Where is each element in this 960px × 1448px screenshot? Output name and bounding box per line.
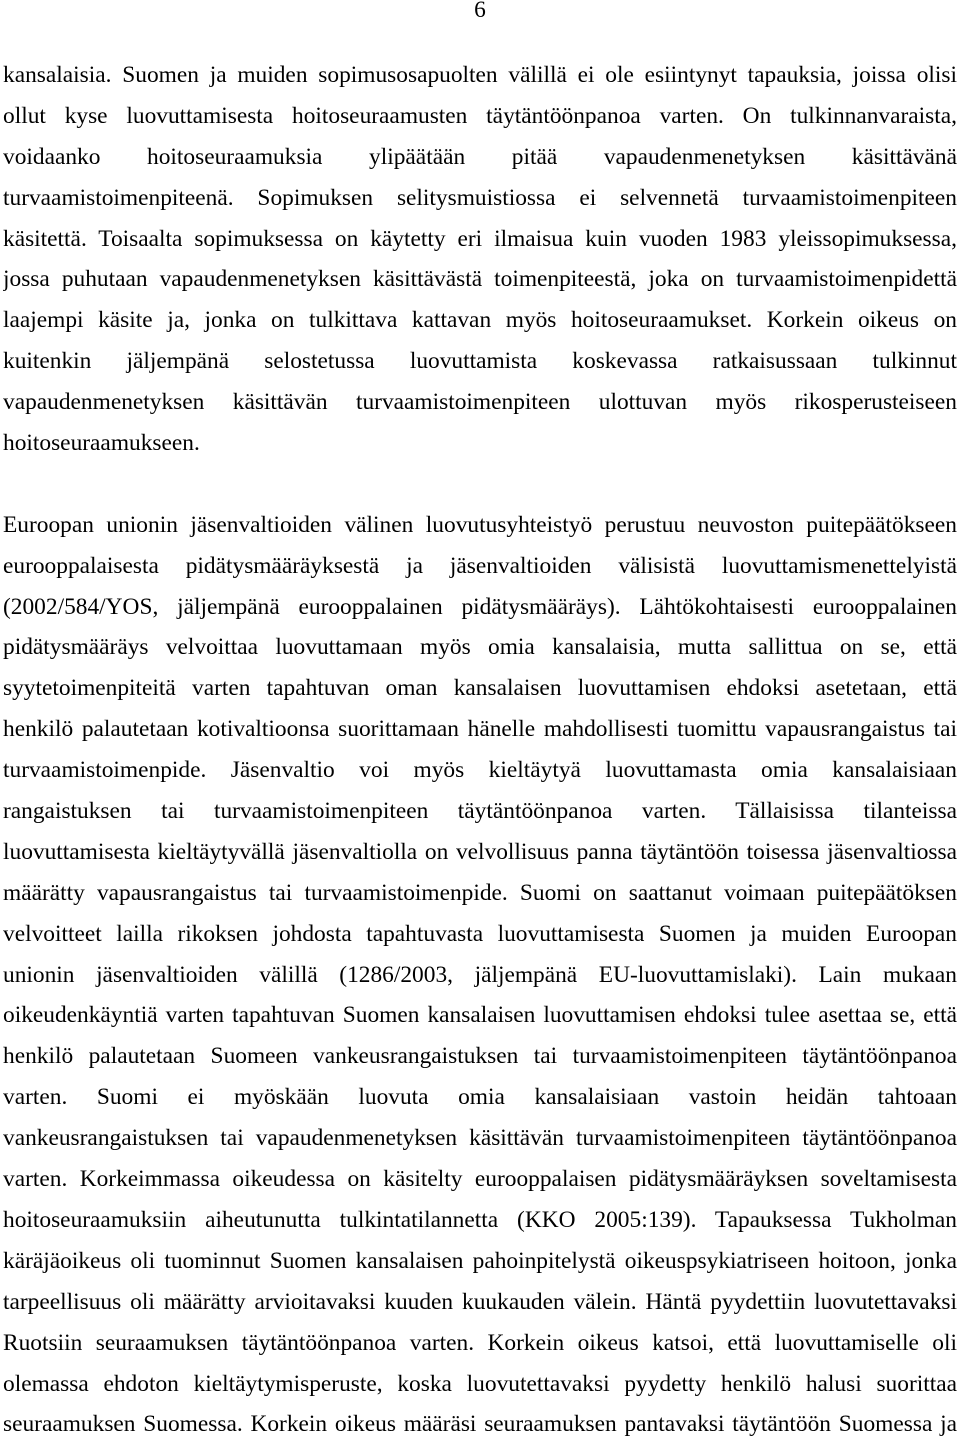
text-line: määrätty vapausrangaistus tai turvaamistoimenpide. Suomi on saattanut voimaan puitepäätöksen: [3, 879, 957, 906]
text-line: käsitettä. Toisaalta sopimuksessa on käytetty eri ilmaisua kuin vuoden 1983 yleissopimuksessa,: [3, 225, 957, 252]
text-line: jossa puhutaan vapaudenmenetyksen käsittävästä toimenpiteestä, joka on turvaamistoimenpidettä: [3, 266, 957, 293]
text-line: henkilö palautetaan kotivaltioonsa suorittamaan hänelle mahdollisesti tuomittu vapausrangaistus tai: [3, 716, 957, 743]
text-line: kansalaisia. Suomen ja muiden sopimusosapuolten välillä ei ole esiintynyt tapauksia, joissa olisi: [3, 62, 957, 88]
text-line: unionin jäsenvaltioiden välillä (1286/2003, jäljempänä EU-luovuttamislaki). Lain mukaan: [3, 961, 957, 988]
text-line: vapaudenmenetyksen käsittävän turvaamistoimenpiteen ulottuvan myös rikosperusteiseen: [3, 389, 957, 416]
page-number: 6: [474, 0, 486, 23]
text-line: (2002/584/YOS, jäljempänä eurooppalainen pidätysmääräys). Lähtökohtaisesti eurooppalainen: [3, 593, 957, 620]
text-line: laajempi käsite ja, jonka on tulkittava kattavan myös hoitoseuraamukset. Korkein oikeus on: [3, 307, 957, 334]
text-line: tarpeellisuus oli määrätty arvioitavaksi kuuden kuukauden välein. Häntä pyydettiin luovutettavaksi: [3, 1288, 957, 1315]
text-line: rangaistuksen tai turvaamistoimenpiteen täytäntöönpanoa varten. Tällaisissa tilanteissa: [3, 798, 957, 825]
paragraph-2: [3, 505, 957, 1445]
text-line: Ruotsiin seuraamuksen täytäntöönpanoa varten. Korkein oikeus katsoi, että luovuttamiselle oli: [3, 1329, 957, 1356]
text-line: kuitenkin jäljempänä selostetussa luovuttamista koskevassa ratkaisussaan tulkinnut: [3, 348, 957, 375]
text-line: velvoitteet lailla rikoksen johdosta tapahtuvasta luovuttamisesta Suomen ja muiden Euroopan: [3, 920, 957, 947]
paragraph-1: [3, 55, 957, 464]
text-line: pidätysmääräys velvoittaa luovuttamaan myös omia kansalaisia, mutta sallittua on se, että: [3, 634, 957, 661]
text-line: oikeudenkäyntiä varten tapahtuvan Suomen kansalaisen luovuttamisen ehdoksi tulee asettaa se, että: [3, 1002, 957, 1029]
text-line: syytetoimenpiteitä varten tapahtuvan oman kansalaisen luovuttamisen ehdoksi asetetaan, että: [3, 675, 957, 702]
text-line: varten. Korkeimmassa oikeudessa on käsitelty eurooppalaisen pidätysmääräyksen soveltamisesta: [3, 1166, 957, 1193]
body-text: [3, 55, 957, 1445]
text-line: olemassa ehdoton kieltäytymisperuste, koska luovutettavaksi pyydetty henkilö halusi suorittaa: [3, 1370, 957, 1397]
text-line: hoitoseuraamuksiin aiheutunutta tulkintatilannetta (KKO 2005:139). Tapauksessa Tukholman: [3, 1206, 957, 1233]
text-line: käräjäoikeus oli tuominnut Suomen kansalaisen pahoinpitelystä oikeuspsykiatriseen hoitoon, jonka: [3, 1247, 957, 1274]
text-line: varten. Suomi ei myöskään luovuta omia kansalaisiaan vastoin heidän tahtoaan: [3, 1084, 957, 1111]
text-line: voidaanko hoitoseuraamuksia ylipäätään pitää vapaudenmenetyksen käsittävänä: [3, 143, 957, 170]
text-line: eurooppalaisesta pidätysmääräyksestä ja jäsenvaltioiden välisistä luovuttamismenettelyistä: [3, 552, 957, 579]
text-line: ollut kyse luovuttamisesta hoitoseuraamusten täytäntöönpanoa varten. On tulkinnanvaraista,: [3, 102, 957, 129]
text-line: luovuttamisesta kieltäytyvällä jäsenvaltiolla on velvollisuus panna täytäntöön toisessa jäsenvaltiossa: [3, 838, 957, 865]
text-line: henkilö palautetaan Suomeen vankeusrangaistuksen tai turvaamistoimenpiteen täytäntöönpanoa: [3, 1043, 957, 1070]
text-line: turvaamistoimenpide. Jäsenvaltio voi myös kieltäytyä luovuttamasta omia kansalaisiaan: [3, 757, 957, 784]
text-line: Euroopan unionin jäsenvaltioiden välinen luovutusyhteistyö perustuu neuvoston puitepäätökseen: [3, 511, 957, 538]
text-line: turvaamistoimenpiteenä. Sopimuksen selitysmuistiossa ei selvennetä turvaamistoimenpiteen: [3, 184, 957, 211]
text-line: vankeusrangaistuksen tai vapaudenmenetyksen käsittävän turvaamistoimenpiteen täytäntöönpanoa: [3, 1125, 957, 1152]
text-line: hoitoseuraamukseen.: [3, 430, 200, 457]
text-line: seuraamuksen Suomessa. Korkein oikeus määräsi seuraamuksen pantavaksi täytäntöön Suomessa ja: [3, 1411, 957, 1438]
